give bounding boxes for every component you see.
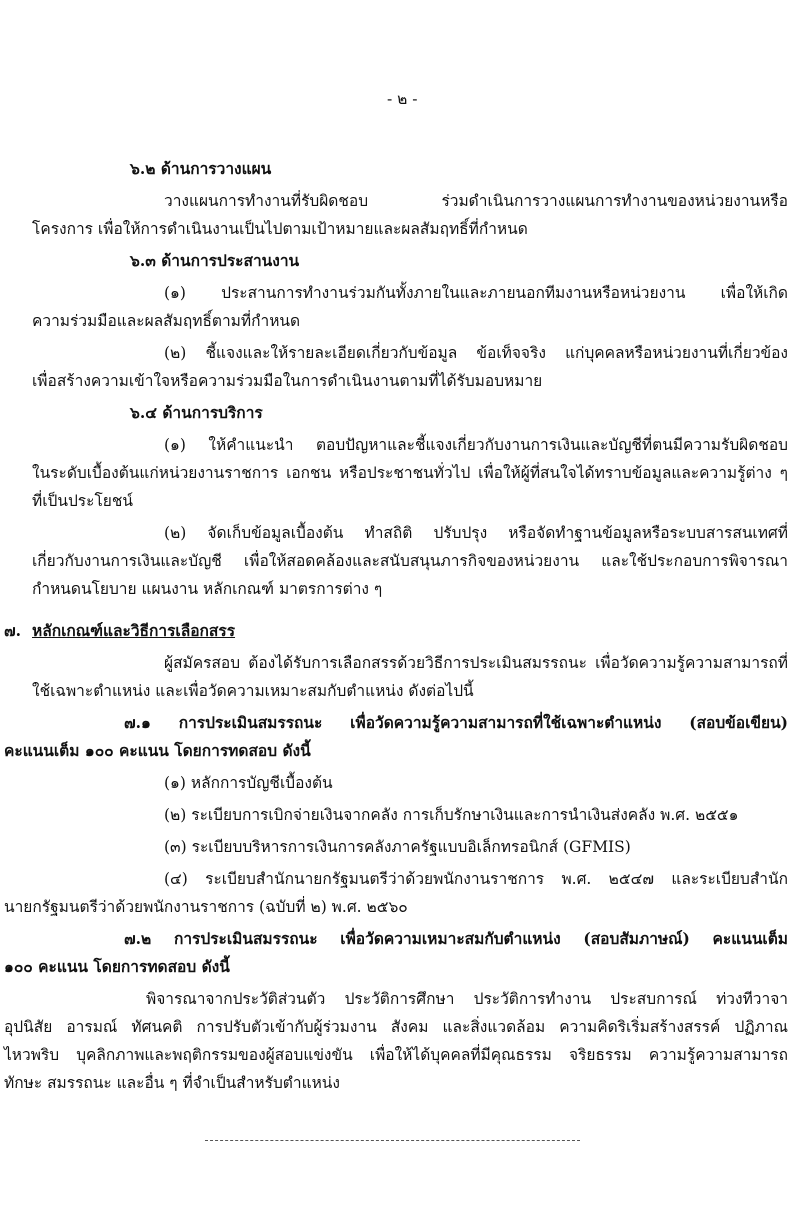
section-6-3-item-line: ความร่วมมือและผลสัมฤทธิ์ตามที่กำหนด (32, 312, 301, 330)
section-7-2-paragraph-line: ทักษะ สมรรถนะ และอื่น ๆ ที่จำเป็นสำหรับตำแหน่ง (4, 1074, 340, 1092)
section-7-1-item-continuation: นายกรัฐมนตรีว่าด้วยพนักงานราชการ (ฉบับที่ ๒) พ.ศ. ๒๕๖๐ (4, 898, 408, 916)
section-6-3-item-line: (๑) ประสานการทำงานร่วมกันทั้งภายในและภายนอกทีมงานหรือหน่วยงาน เพื่อให้เกิด (164, 284, 788, 302)
section-7-2-paragraph-line: อุปนิสัย อารมณ์ ทัศนคติ การปรับตัวเข้ากับผู้ร่วมงาน สังคม และสิ่งแวดล้อม ความคิดริเริ่มสร้างสรรค์ ปฏิภาณ (4, 1018, 788, 1036)
section-7-2-paragraph-line: พิจารณาจากประวัติส่วนตัว ประวัติการศึกษา ประวัติการทำงาน ประสบการณ์ ท่วงทีวาจา (146, 990, 788, 1008)
section-6-3-item-line: (๒) ชี้แจงและให้รายละเอียดเกี่ยวกับข้อมูล ข้อเท็จจริง แก่บุคคลหรือหน่วยงานที่เกี่ยวข้อง (164, 344, 788, 362)
section-7-2-heading-line: ๗.๒ การประเมินสมรรถนะ เพื่อวัดความเหมาะสมกับตำแหน่ง (สอบสัมภาษณ์) คะแนนเต็ม (124, 929, 788, 948)
section-7-1-item: (๓) ระเบียบบริหารการเงินการคลังภาครัฐแบบอิเล็กทรอนิกส์ (GFMIS) (164, 838, 631, 856)
section-6-4-item-line: เกี่ยวกับงานการเงินและบัญชี เพื่อให้สอดคล้องและสนับสนุนภารกิจของหน่วยงาน และใช้ประกอบการพิจารณา (32, 552, 788, 570)
section-6-4-item-line: กำหนดนโยบาย แผนงาน หลักเกณฑ์ มาตรการต่าง ๆ (32, 580, 383, 598)
section-6-4-item-line: ที่เป็นประโยชน์ (32, 492, 133, 510)
section-6-4-item-line: ในระดับเบื้องต้นแก่หน่วยงานราชการ เอกชน หรือประชาชนทั่วไป เพื่อให้ผู้ที่สนใจได้ทราบข้อมูลและความรู้ต่าง ๆ (32, 464, 788, 482)
section-7-paragraph-line: ผู้สมัครสอบ ต้องได้รับการเลือกสรรด้วยวิธีการประเมินสมรรถนะ เพื่อวัดความรู้ความสามารถที่ (164, 654, 788, 672)
section-7-1-heading-line: ๗.๑ การประเมินสมรรถนะ เพื่อวัดความรู้ความสามารถที่ใช้เฉพาะตำแหน่ง (สอบข้อเขียน) (124, 713, 788, 732)
end-separator-line (205, 1140, 580, 1141)
section-7-2-heading-line: ๑๐๐ คะแนน โดยการทดสอบ ดังนี้ (4, 957, 230, 976)
section-6-3-item-line: เพื่อสร้างความเข้าใจหรือความร่วมมือในการดำเนินงานตามที่ได้รับมอบหมาย (32, 372, 543, 390)
section-7-1-item: (๔) ระเบียบสำนักนายกรัฐมนตรีว่าด้วยพนักงานราชการ พ.ศ. ๒๕๔๗ และระเบียบสำนัก (164, 870, 788, 888)
section-6-4-item-line: (๑) ให้คำแนะนำ ตอบปัญหาและชี้แจงเกี่ยวกับงานการเงินและบัญชีที่ตนมีความรับผิดชอบ (164, 436, 788, 454)
section-6-2-paragraph-line: โครงการ เพื่อให้การดำเนินงานเป็นไปตามเป้าหมายและผลสัมฤทธิ์ที่กำหนด (32, 220, 528, 238)
section-6-4-heading: ๖.๔ ด้านการบริการ (130, 403, 263, 422)
section-7-2-paragraph-line: ไหวพริบ บุคลิกภาพและพฤติกรรมของผู้สอบแข่งขัน เพื่อให้ได้บุคคลที่มีคุณธรรม จริยธรรม ความรู้ความสามารถ (4, 1046, 788, 1064)
section-7-heading: หลักเกณฑ์และวิธีการเลือกสรร (32, 621, 236, 640)
section-6-2-heading: ๖.๒ ด้านการวางแผน (130, 159, 272, 178)
section-6-4-item-line: (๒) จัดเก็บข้อมูลเบื้องต้น ทำสถิติ ปรับปรุง หรือจัดทำฐานข้อมูลหรือระบบสารสนเทศที่ (164, 524, 788, 542)
section-7-number: ๗. (4, 621, 22, 640)
page-number: - ๒ - (387, 90, 418, 108)
section-7-1-item: (๑) หลักการบัญชีเบื้องต้น (164, 774, 333, 792)
section-6-2-paragraph-line: วางแผนการทำงานที่รับผิดชอบ ร่วมดำเนินการวางแผนการทำงานของหน่วยงานหรือ (164, 192, 788, 210)
section-7-1-heading-line: คะแนนเต็ม ๑๐๐ คะแนน โดยการทดสอบ ดังนี้ (4, 741, 311, 760)
section-7-paragraph-line: ใช้เฉพาะตำแหน่ง และเพื่อวัดความเหมาะสมกับตำแหน่ง ดังต่อไปนี้ (32, 682, 474, 700)
section-6-3-heading: ๖.๓ ด้านการประสานงาน (130, 251, 300, 270)
section-7-1-item: (๒) ระเบียบการเบิกจ่ายเงินจากคลัง การเก็บรักษาเงินและการนำเงินส่งคลัง พ.ศ. ๒๕๕๑ (164, 806, 739, 824)
